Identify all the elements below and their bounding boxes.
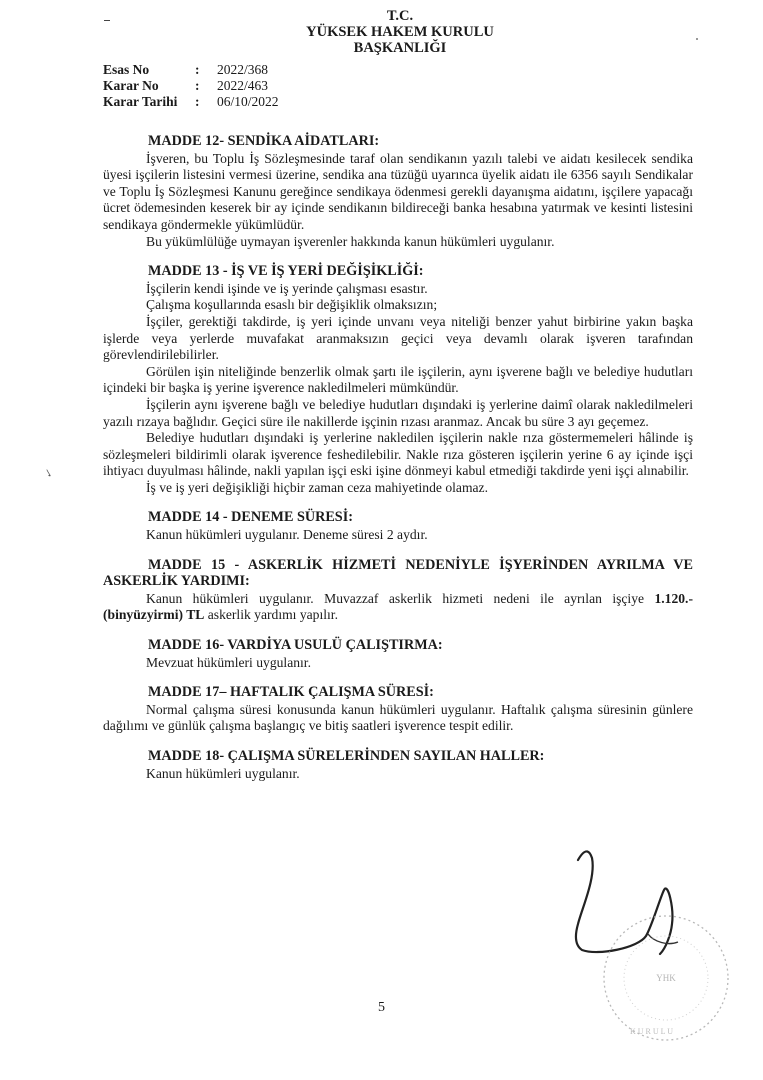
- paragraph: Mevzuat hükümleri uygulanır.: [146, 654, 311, 670]
- svg-text:K U R U L U: K U R U L U: [630, 1027, 674, 1036]
- article-title: MADDE 15 - ASKERLİK HİZMETİ NEDENİYLE İŞYERİNDEN AYRILMA VE ASKERLİK YARDIMI:: [103, 556, 693, 590]
- document-header: [300, 8, 500, 56]
- paragraph-text-end: askerlik yardımı yapılır.: [204, 607, 338, 623]
- article-14: [103, 509, 693, 543]
- meta-value: 2022/368: [217, 62, 269, 77]
- paragraph: Kanun hükümleri uygulanır. Deneme süresi 2 aydır.: [146, 527, 428, 543]
- meta-row-case-number: [103, 62, 279, 78]
- paragraph-text: Kanun hükümleri uygulanır. Muvazzaf askerlik hizmeti nedeni ile ayrılan işçiye: [146, 590, 645, 606]
- meta-separator: :: [195, 78, 200, 93]
- article-16: [103, 637, 693, 671]
- aid-amount: 1.120.-(binyüzyirmi) TL: [103, 590, 693, 623]
- article-17: [103, 684, 693, 735]
- paragraph: İşçiler, gerektiği takdirde, iş yeri içinde unvanı veya niteliği benzer yahut birbirine yakın başka işlerde veya yerlerde muvafakat aranmaksızın geçici veya devamlı olarak işveren tarafından görevlendirilebilirler.: [103, 313, 693, 363]
- header-line-3: BAŞKANLIĞI: [353, 40, 447, 56]
- margin-initial: ✓: [43, 468, 56, 480]
- meta-value: 2022/463: [217, 78, 269, 93]
- article-15: [103, 557, 693, 624]
- paragraph: Normal çalışma süresi konusunda kanun hükümleri uygulanır. Haftalık çalışma süresinin günlere dağılımı ve günlük çalışma başlangıç ve bitiş saatleri işverence tespit edilir.: [103, 701, 693, 734]
- signature-stroke: [576, 851, 672, 954]
- paragraph: İşveren, bu Toplu İş Sözleşmesinde taraf olan sendikanın yazılı talebi ve aidatı kesilecek sendika üyesi işçilerin listesini vermesi üzerine, sendika ana tüzüğü uyarınca üyelik aidatı ile 6356 sayılı Sendikalar ve Toplu İş Sözleşmesi Kanunu gereğince sendikaya ödenmesi gerekli dayanışma aidatını, işçilere yapacağı ücret ödemesinden keserek bir ay içinde sendikanın bildireceği banka hesabına yatırmak ve kesinti listesini sendikaya göndermekle yükümlüdür.: [103, 150, 693, 232]
- paragraph: İş ve iş yeri değişikliği hiçbir zaman ceza mahiyetinde olamaz.: [146, 479, 488, 495]
- paragraph: İşçilerin aynı işverene bağlı ve belediye hudutları dışındaki iş yerlerine daimî olarak nakledilmeleri yazılı rızaya bağlıdır. Geçici süre ile nakillerde işçinin rızası aranmaz. Ancak bu süre 3 ayı geçemez.: [103, 396, 693, 429]
- paragraph: [103, 591, 693, 624]
- meta-label: Esas No: [103, 62, 150, 77]
- case-meta: [103, 62, 279, 110]
- meta-label: Karar Tarihi: [103, 94, 178, 109]
- article-13: [103, 263, 693, 496]
- signature-and-seal: [568, 838, 748, 1058]
- meta-separator: :: [195, 94, 200, 109]
- meta-label: Karar No: [103, 78, 159, 93]
- meta-row-decision-date: [103, 94, 279, 110]
- header-line-2: YÜKSEK HAKEM KURULU: [306, 24, 494, 40]
- article-title: MADDE 18- ÇALIŞMA SÜRELERİNDEN SAYILAN HALLER:: [148, 748, 545, 764]
- scan-mark: [104, 20, 110, 21]
- article-title: MADDE 16- VARDİYA USULÜ ÇALIŞTIRMA:: [148, 637, 443, 654]
- document-body: [103, 133, 693, 795]
- seal-lettering: YHK: [656, 973, 676, 983]
- paragraph: Bu yükümlülüğe uymayan işverenler hakkında kanun hükümleri uygulanır.: [146, 233, 555, 249]
- article-title: MADDE 12- SENDİKA AİDATLARI:: [148, 133, 380, 149]
- paragraph: Belediye hudutları dışındaki iş yerlerine nakledilen işçilerin nakle rıza göstermemeleri hâlinde iş sözleşmeleri bildirimli olarak işverence feshedilebilir. Nakle rıza gösteren işçilerin yerine 6 ay içinde işçi ihtiyacı duyulması hâlinde, nakli yapılan işçi eski işine dönmeyi kabul etmediği takdirde yeni işçi alınabilir.: [103, 430, 693, 479]
- paragraph: Görülen işin niteliğinde benzerlik olmak şartı ile işçilerin, aynı işverene bağlı ve belediye hudutları içindeki bir başka iş yerine işverence nakledilmeleri mümkündür.: [103, 363, 693, 396]
- paragraph: Kanun hükümleri uygulanır.: [146, 765, 300, 781]
- header-line-1: T.C.: [386, 8, 414, 24]
- article-18: [103, 748, 693, 782]
- paragraph: Çalışma koşullarında esaslı bir değişiklik olmaksızın;: [146, 297, 438, 313]
- meta-value: 06/10/2022: [217, 94, 279, 109]
- article-12: [103, 133, 693, 250]
- paragraph: İşçilerin kendi işinde ve iş yerinde çalışması esastır.: [146, 280, 428, 296]
- article-title: MADDE 14 - DENEME SÜRESİ:: [148, 509, 353, 526]
- article-title: MADDE 17– HAFTALIK ÇALIŞMA SÜRESİ:: [148, 684, 434, 701]
- meta-row-decision-number: [103, 78, 279, 94]
- article-title: MADDE 13 - İŞ VE İŞ YERİ DEĞİŞİKLİĞİ:: [148, 263, 424, 280]
- scan-dot: [696, 38, 698, 40]
- meta-separator: :: [195, 62, 200, 77]
- page-number: 5: [378, 1000, 385, 1015]
